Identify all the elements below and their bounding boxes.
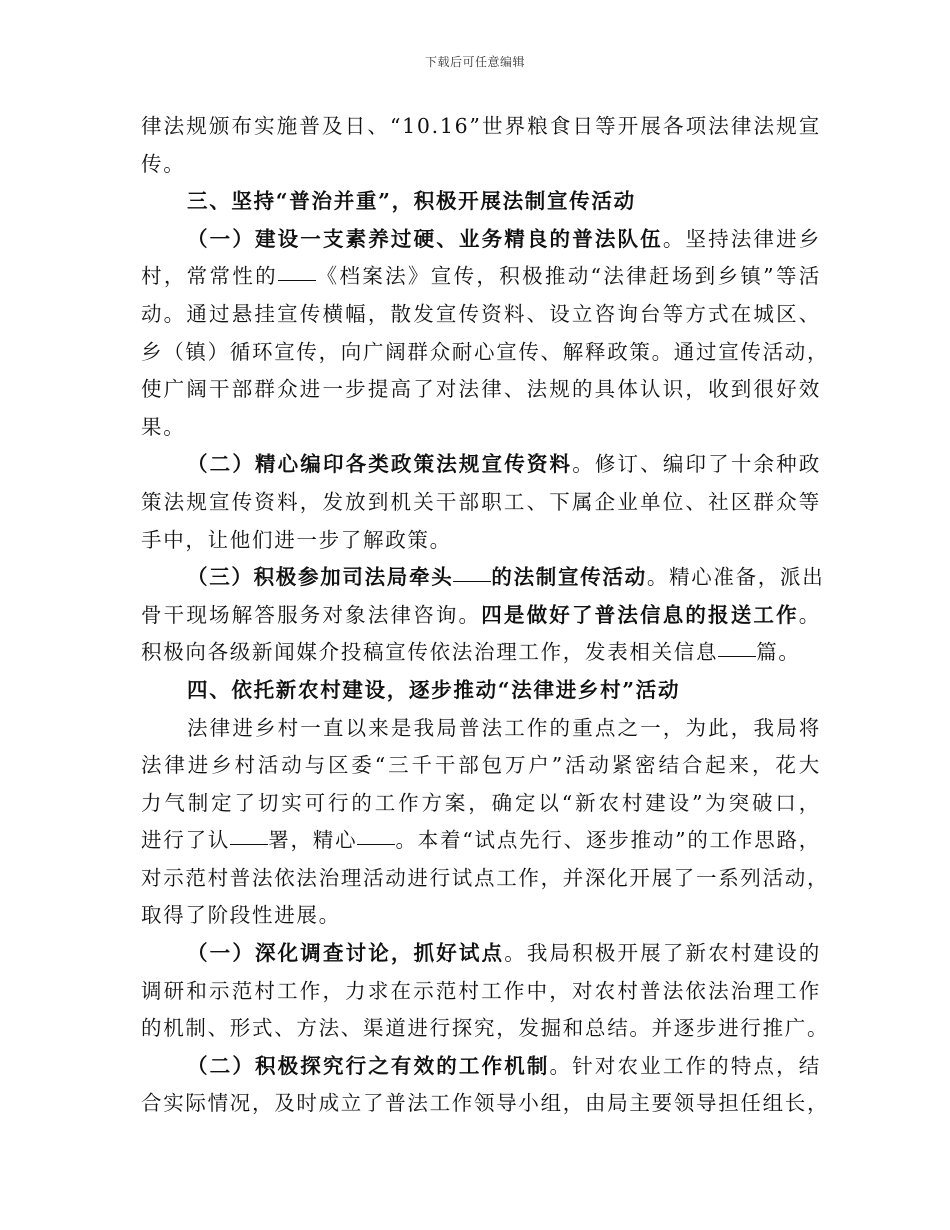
text-line: 使广阔干部群众进一步提高了对法律、法规的具体认识，收到很好效 (141, 377, 821, 402)
text-line: 取得了阶段性进展。 (141, 903, 341, 928)
fill-blank (453, 580, 491, 582)
text-line (141, 559, 825, 597)
text-span: 进行了认 (141, 828, 231, 853)
fill-blank (357, 843, 395, 845)
text-span: 。坚持法律进乡 (662, 226, 821, 251)
text-line (141, 221, 821, 259)
section-heading: 三、坚持“普治并重”，积极开展法制宣传活动 (187, 189, 636, 214)
subheading: （二）精心编印各类政策法规宣传资料 (187, 452, 573, 477)
text-span: 。本着“试点先行、逐步推动”的工作思路， (395, 828, 821, 853)
page-header: 下载后可任意编辑 (424, 55, 525, 69)
text-span: 。精心准备，派出 (646, 565, 825, 590)
text-line: 律法规颁布实施普及日、“10.16”世界粮食日等开展各项法律法规宣 (141, 114, 821, 138)
subheading: 的法制宣传活动 (491, 565, 647, 590)
subheading: （一）深化调查讨论，抓好试点 (187, 941, 505, 966)
fill-blank (278, 279, 316, 281)
text-line: 对示范村普法依法治理活动进行试点工作，并深化开展了一系列活动， (141, 865, 830, 890)
subheading: （一）建设一支素养过硬、业务精良的普法队伍 (187, 226, 663, 251)
text-line (141, 446, 821, 484)
text-line (141, 634, 821, 672)
text-line (141, 258, 821, 296)
text-line: 的机制、形式、方法、渠道进行探究，发掘和总结。并逐步进行推广。 (141, 1016, 830, 1041)
text-line: 合实际情况，及时成立了普法工作领导小组，由局主要领导担任组长， (141, 1091, 830, 1116)
fill-blank (718, 655, 756, 657)
text-line: 调研和示范村工作，力求在示范村工作中，对农村普法依法治理工作 (141, 978, 821, 1003)
text-span: 骨干现场解答服务对象法律咨询。 (141, 602, 482, 627)
text-line: 力气制定了切实可行的工作方案，确定以“新农村建设”为突破口， (141, 790, 821, 815)
text-line (141, 1048, 821, 1086)
text-span: 村，常常性的 (141, 264, 278, 289)
subheading: （二）积极探究行之有效的工作机制 (187, 1053, 550, 1078)
text-line: 乡（镇）循环宣传，向广阔群众耐心宣传、解释政策。通过宣传活动， (141, 339, 830, 364)
text-line (141, 822, 821, 860)
text-line: 果。 (141, 414, 186, 439)
document-body (141, 108, 830, 1123)
text-line: 法律进乡村活动与区委“三千干部包万户”活动紧密结合起来，花大 (141, 753, 821, 778)
text-line: 动。通过悬挂宣传横幅，散发宣传资料、设立咨询台等方式在城区、 (141, 301, 821, 326)
text-span: 署，精心 (268, 828, 358, 853)
text-line: 策法规宣传资料，发放到机关干部职工、下属企业单位、社区群众等 (141, 489, 821, 514)
fill-blank (230, 843, 268, 845)
text-span: 。修订、编印了十余种政 (572, 452, 821, 477)
section-heading: 四、依托新农村建设，逐步推动“法律进乡村”活动 (187, 677, 681, 702)
text-line (141, 935, 821, 973)
subheading: 四是做好了普法信息的报送工作 (481, 602, 799, 627)
subheading: （三）积极参加司法局牵头 (187, 565, 454, 590)
text-span: 。我局积极开展了新农村建设的 (504, 941, 821, 966)
text-span: 《档案法》宣传，积极推动“法律赶场到乡镇”等活 (315, 264, 822, 289)
text-line: 传。 (141, 151, 186, 176)
text-line (141, 597, 821, 635)
text-line: 手中，让他们进一步了解政策。 (141, 527, 452, 552)
text-span: 积极向各级新闻媒介投稿宣传依法治理工作，发表相关信息 (141, 640, 719, 665)
text-span: 篇。 (756, 640, 801, 665)
text-line: 法律进乡村一直以来是我局普法工作的重点之一，为此，我局将 (187, 715, 821, 740)
text-span: 。针对农业工作的特点，结 (549, 1053, 821, 1078)
text-span: 。 (798, 602, 821, 627)
